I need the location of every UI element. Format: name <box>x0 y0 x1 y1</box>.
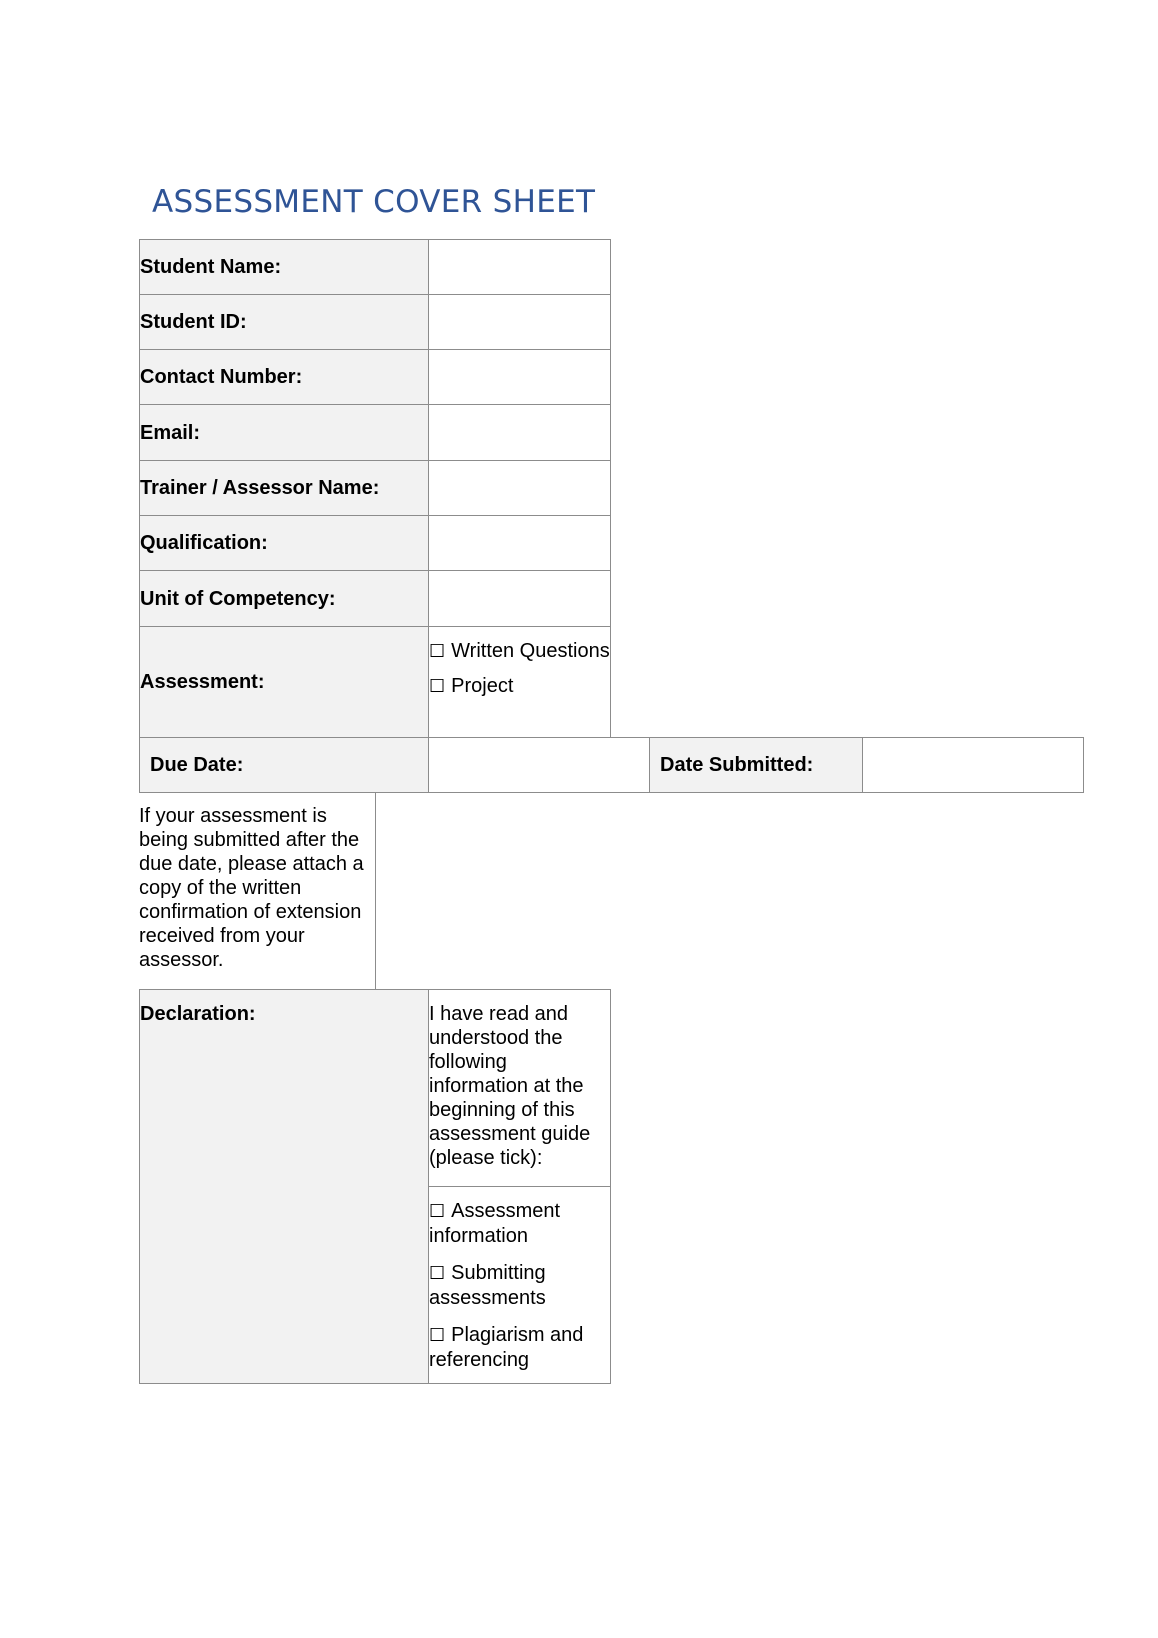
student-id-field[interactable] <box>428 294 611 350</box>
due-date-label: Due Date: <box>139 737 429 793</box>
declaration-label: Declaration: <box>139 989 429 1384</box>
checkbox-icon[interactable]: ☐ <box>429 641 446 662</box>
assessment-option-written[interactable]: ☐ Written Questions <box>429 640 610 662</box>
assessment-options <box>428 626 611 738</box>
declaration-options <box>428 1186 611 1384</box>
declaration-option-submitting-assessments[interactable]: ☐ Submitting assessments <box>429 1262 546 1309</box>
date-submitted-label: Date Submitted: <box>649 737 863 793</box>
declaration-text: I have read and understood the following information at the beginning of this assessment guide (please tick): <box>428 989 611 1187</box>
unit-of-competency-field[interactable] <box>428 570 611 627</box>
student-name-label: Student Name: <box>139 239 429 295</box>
checkbox-icon[interactable]: ☐ <box>429 676 446 697</box>
student-id-label: Student ID: <box>139 294 429 350</box>
contact-number-label: Contact Number: <box>139 349 429 405</box>
email-label: Email: <box>139 404 429 461</box>
qualification-label: Qualification: <box>139 515 429 571</box>
page-title: ASSESSMENT COVER SHEET <box>152 184 596 220</box>
qualification-field[interactable] <box>428 515 611 571</box>
assessment-option-project[interactable]: ☐ Project <box>429 675 514 697</box>
email-field[interactable] <box>428 404 611 461</box>
declaration-option-plagiarism[interactable]: ☐ Plagiarism and referencing <box>429 1324 584 1371</box>
checkbox-icon[interactable]: ☐ <box>429 1325 446 1346</box>
checkbox-icon[interactable]: ☐ <box>429 1263 446 1284</box>
unit-of-competency-label: Unit of Competency: <box>139 570 429 627</box>
declaration-option-assessment-information[interactable]: ☐ Assessment information <box>429 1200 561 1247</box>
trainer-assessor-field[interactable] <box>428 460 611 516</box>
student-name-field[interactable] <box>428 239 611 295</box>
assessment-label: Assessment: <box>139 626 429 738</box>
contact-number-field[interactable] <box>428 349 611 405</box>
date-submitted-field[interactable] <box>862 737 1084 793</box>
trainer-assessor-label: Trainer / Assessor Name: <box>139 460 429 516</box>
late-submission-note: If your assessment is being submitted after the due date, please attach a copy of the written confirmation of extension received from your assessor. <box>139 792 376 990</box>
checkbox-icon[interactable]: ☐ <box>429 1201 446 1222</box>
due-date-field[interactable] <box>428 737 650 793</box>
